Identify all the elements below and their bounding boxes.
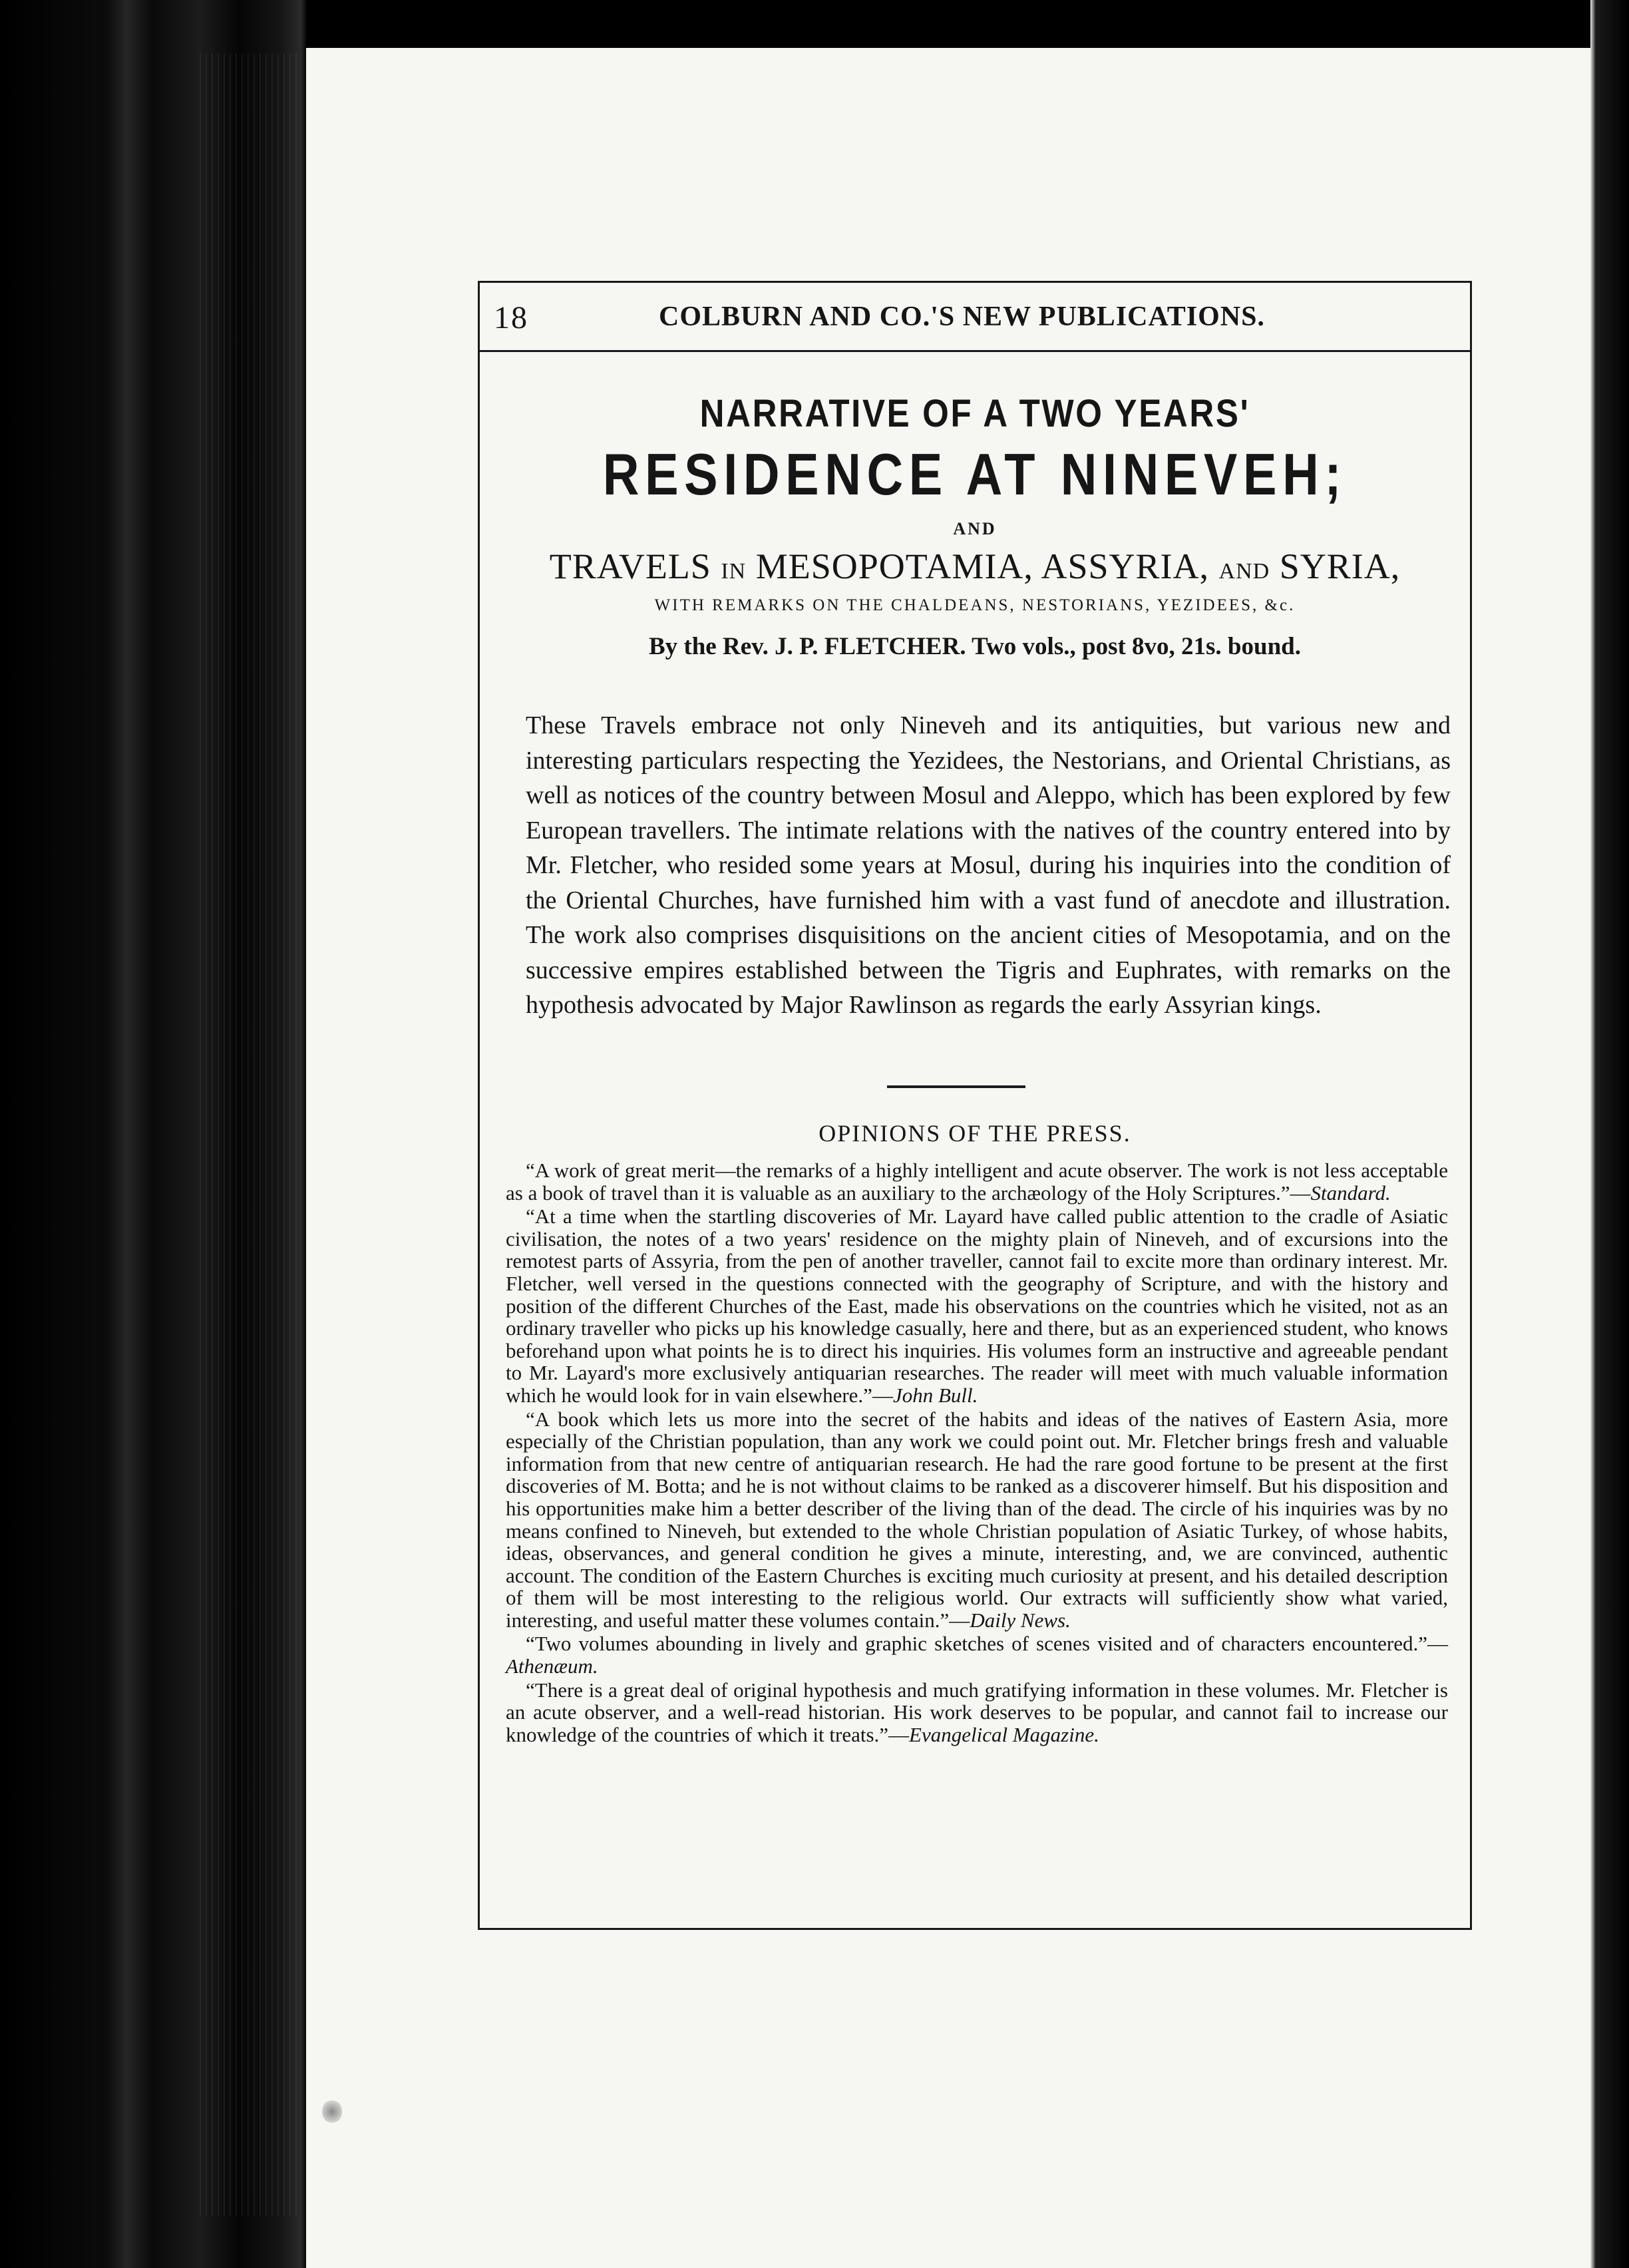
title-line-3-part-c: SYRIA, — [1270, 546, 1401, 586]
quote-text: “A book which lets us more into the secret of the habits and ideas of the natives of Eastern Asia, more especially of the Christian population, than any work we could point out. Mr. Fletcher brings fresh and valuable information from that new centre of antiquarian research. He had the rare good fortune to be present at the first discoveries of M. Botta; and he is not without claims to be ranked as a discoverer himself. But his disposition and his opportunities make him a better describer of the living than of the dead. The circle of his inquiries was by no means confined to Nineveh, but extended to the whole Christian population of Asiatic Turkey, of whose habits, ideas, observances, and general condition he gives a minute, interesting, and, we are convinced, authentic account. The condition of the Eastern Churches is exciting much curiosity at present, and his detailed description of them will be most interesting to the religious world. Our extracts will sufficiently show what varied, interesting, and useful matter these volumes contain.”— — [506, 1407, 1448, 1632]
title-line-3 — [492, 546, 1457, 587]
page-edge-texture — [200, 53, 299, 2216]
header-rule — [478, 350, 1472, 352]
title-and: AND — [953, 519, 997, 538]
quote-text: “There is a great deal of original hypothesis and much gratifying information in these volumes. Mr. Fletcher is an acute observer, and a well-read historian. His work deserves to be popular, and cannot fail to increase our knowledge of the countries of which it treats.”— — [506, 1678, 1448, 1746]
press-quote — [506, 1159, 1448, 1204]
page-number: 18 — [494, 300, 528, 335]
opinions-heading: OPINIONS OF THE PRESS. — [818, 1120, 1131, 1147]
title-line-3-part-a: TRAVELS — [549, 546, 721, 586]
quote-source: John Bull. — [892, 1383, 978, 1407]
quote-text: “A work of great merit—the remarks of a highly intelligent and acute observer. The work is not less acceptable as a book of travel than it is valuable as an auxiliary to the archæology of the Holy Scriptures.”— — [506, 1159, 1448, 1205]
quote-text: “At a time when the startling discoveries of Mr. Layard have called public attention to the cradle of Asiatic civilisation, the notes of a two years' residence on the mighty plain of Nineveh, and of excursions into the remotest parts of Assyria, from the pen of another traveller, cannot fail to excite more than ordinary interest. Mr. Fletcher, well versed in the questions connected with the geography of Scripture, and with the history and position of the different Churches of the East, made his observations on the countries which he visited, not as an ordinary traveller who picks up his knowledge casually, here and there, but as an experienced student, who knows beforehand upon what points he is to direct his inquiries. His volumes form an instructive and agreeable pendant to Mr. Layard's more exclusively antiquarian researches. The reader will meet with much valuable information which he would look for in vain elsewhere.”— — [506, 1205, 1448, 1407]
section-divider — [887, 1085, 1025, 1088]
byline: By the Rev. J. P. FLETCHER. Two vols., post 8vo, 21s. bound. — [648, 633, 1301, 660]
title-line-1: NARRATIVE OF A TWO YEARS' — [699, 392, 1250, 435]
quote-source: Athenæum. — [506, 1654, 598, 1678]
press-quotes — [506, 1159, 1448, 1747]
press-quote — [506, 1205, 1448, 1406]
quote-source: Daily News. — [970, 1608, 1071, 1632]
title-line-2: RESIDENCE AT NINEVEH; — [602, 441, 1348, 507]
press-quote — [506, 1632, 1448, 1677]
quote-source: Evangelical Magazine. — [909, 1722, 1099, 1746]
running-title: COLBURN AND CO.'S NEW PUBLICATIONS. — [659, 301, 1265, 332]
paper-stain — [322, 2100, 342, 2124]
title-line-3-and: AND — [1218, 559, 1270, 584]
title-line-3-part-b: MESOPOTAMIA, ASSYRIA, — [746, 546, 1219, 586]
description-paragraph: These Travels embrace not only Nineveh and its antiquities, but various new and interesting particulars respecting the Yezidees, the Nestorians, and Oriental Christians, as well as notices of the country between Mosul and Aleppo, which has been explored by few European travellers. The intimate relations with the natives of the country entered into by Mr. Fletcher, who resided some years at Mosul, during his inquiries into the condition of the Oriental Churches, have furnished him with a vast fund of anecdote and illustration. The work also comprises disquisitions on the ancient cities of Mesopotamia, and on the successive empires established between the Tigris and Euphrates, with remarks on the hypothesis advocated by Major Rawlinson as regards the early Assyrian kings. — [526, 711, 1451, 1019]
quote-text: “Two volumes abounding in lively and graphic sketches of scenes visited and of characters encountered.”— — [526, 1632, 1448, 1656]
subtitle: WITH REMARKS ON THE CHALDEANS, NESTORIANS, YEZIDEES, &c. — [654, 596, 1296, 614]
press-quote — [506, 1408, 1448, 1632]
right-page-edge — [1590, 0, 1629, 2268]
press-quote — [506, 1679, 1448, 1746]
title-line-3-in: IN — [721, 559, 747, 584]
quote-source: Standard. — [1310, 1181, 1391, 1205]
